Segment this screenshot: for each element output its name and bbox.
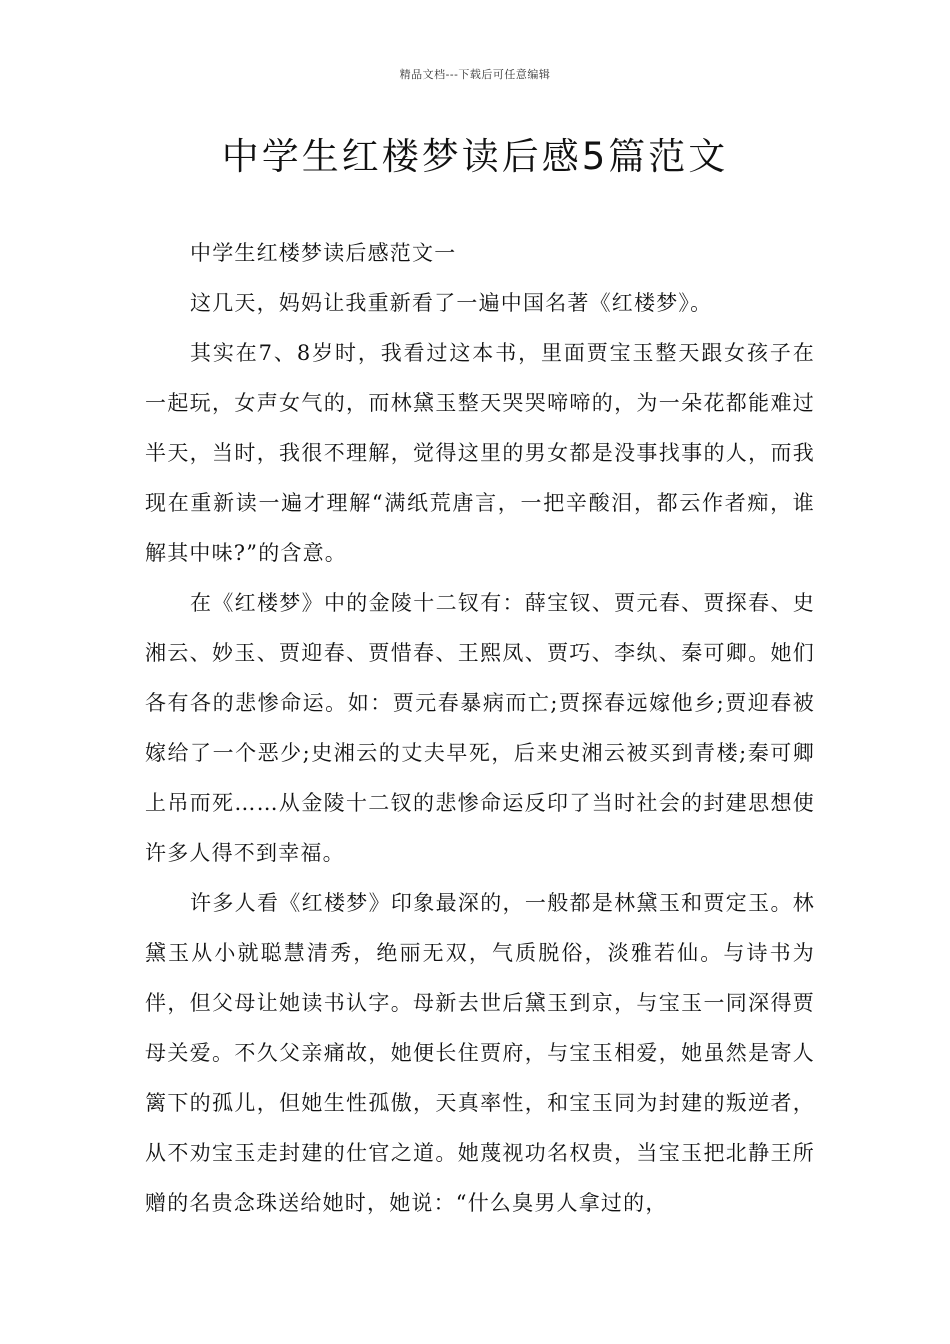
header-note: 精品文档---下载后可任意编辑: [399, 68, 551, 81]
paragraph: 其实在7、8岁时，我看过这本书，里面贾宝玉整天跟女孩子在一起玩，女声女气的，而林黛玉整天哭哭啼啼的，为一朵花都能难过半天，当时，我很不理解，觉得这里的男女都是没事找事的人，而我现在重新读一遍才理解“满纸荒唐言，一把辛酸泪，都云作者痴，谁解其中味?”的含意。: [145, 341, 815, 565]
paragraph: 许多人看《红楼梦》印象最深的，一般都是林黛玉和贾定玉。林黛玉从小就聪慧清秀，绝丽无双，气质脱俗，淡雅若仙。与诗书为伴，但父母让她读书认字。母新去世后黛玉到京，与宝玉一同深得贾母关爱。不久父亲痛故，她便长住贾府，与宝玉相爱，她虽然是寄人篱下的孤儿，但她生性孤傲，天真率性，和宝玉同为封建的叛逆者，从不劝宝玉走封建的仕官之道。她蔑视功名权贵，当宝玉把北静王所赠的名贵念珠送给她时，她说：“什么臭男人拿过的，: [145, 891, 815, 1215]
paragraph: 在《红楼梦》中的金陵十二钗有：薛宝钗、贾元春、贾探春、史湘云、妙玉、贾迎春、贾惜春、王熙凤、贾巧、李纨、秦可卿。她们各有各的悲惨命运。如：贾元春暴病而亡;贾探春远嫁他乡;贾迎春被嫁给了一个恶少;史湘云的丈夫早死，后来史湘云被买到青楼;秦可卿上吊而死……从金陵十二钗的悲惨命运反印了当时社会的封建思想使许多人得不到幸福。: [145, 591, 815, 865]
body-text: [145, 228, 815, 1228]
section-heading: 中学生红楼梦读后感范文一: [190, 241, 457, 265]
page-title: 中学生红楼梦读后感5篇范文: [221, 135, 729, 178]
paragraph: 这几天，妈妈让我重新看了一遍中国名著《红楼梦》。: [190, 291, 713, 315]
